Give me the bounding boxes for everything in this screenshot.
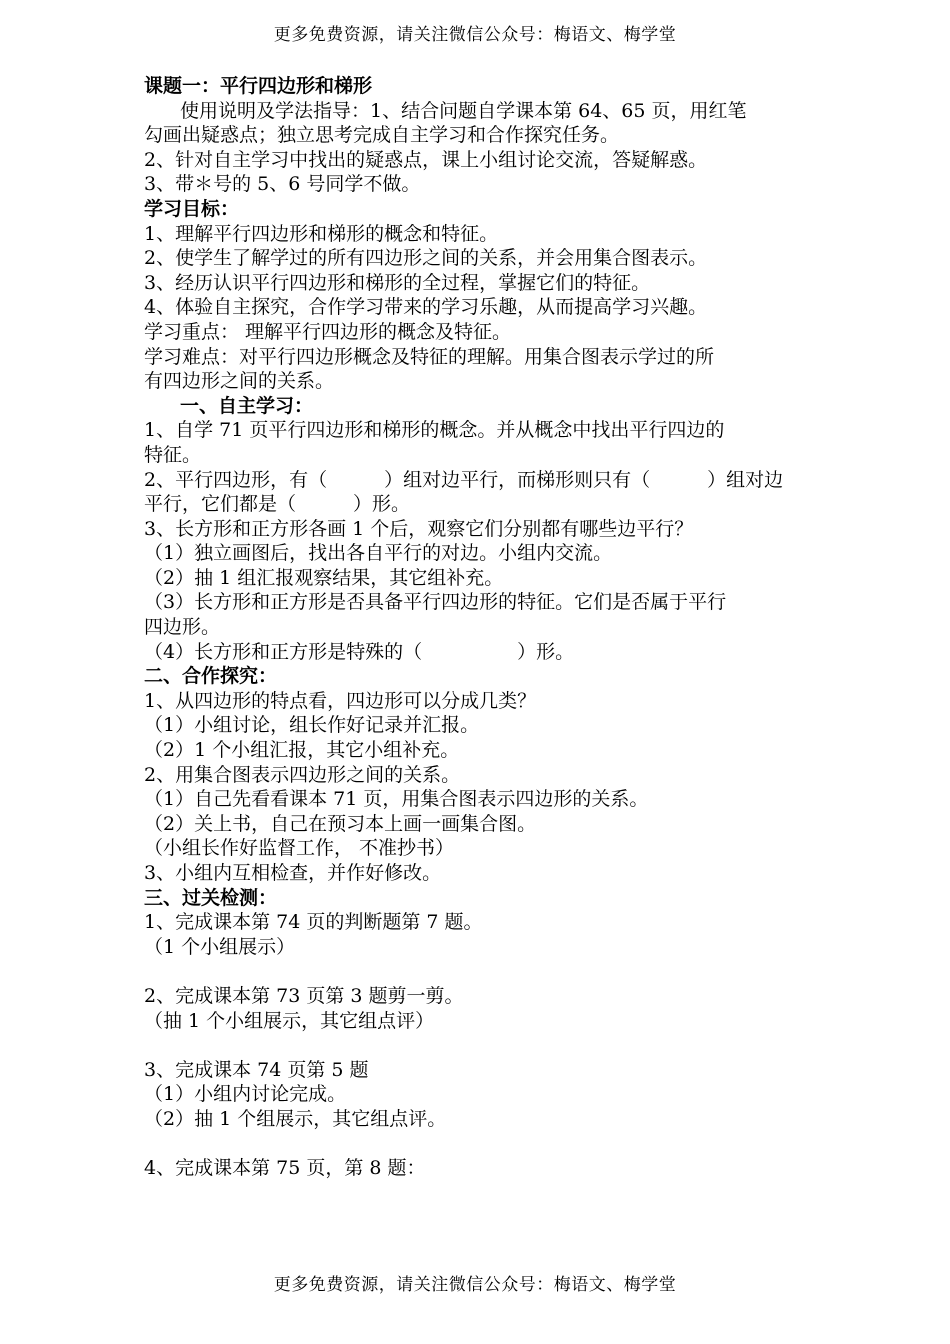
lesson-title: 课题一：平行四边形和梯形 [144, 75, 373, 97]
paragraph-line: （1）小组讨论，组长作好记录并汇报。 [144, 714, 480, 737]
section-heading: 一、自主学习： [180, 394, 314, 417]
paragraph-line: 学习难点：对平行四边形概念及特征的理解。用集合图表示学过的所 [144, 345, 715, 368]
paragraph-line: （4）长方形和正方形是特殊的（ ）形。 [144, 640, 575, 663]
paragraph-line: （1 个小组展示） [144, 935, 296, 958]
page-footer: 更多免费资源，请关注微信公众号：梅语文、梅学堂 [273, 1275, 677, 1295]
paragraph-line: 1、理解平行四边形和梯形的概念和特征。 [144, 222, 499, 245]
paragraph-line: （2）1 个小组汇报，其它小组补充。 [144, 739, 460, 762]
paragraph-line: （2）抽 1 组汇报观察结果，其它组补充。 [144, 566, 504, 589]
blank-line [144, 1132, 812, 1157]
paragraph-line: 3、完成课本 74 页第 5 题 [144, 1058, 369, 1081]
paragraph-line: 学习重点： 理解平行四边形的概念及特征。 [144, 320, 512, 343]
paragraph-line: （小组长作好监督工作， 不准抄书） [144, 837, 455, 860]
paragraph-line: （2）抽 1 个组展示，其它组点评。 [144, 1107, 447, 1130]
paragraph-line: 3、长方形和正方形各画 1 个后，观察它们分别都有哪些边平行？ [144, 517, 694, 540]
paragraph-line: 3、小组内互相检查，并作好修改。 [144, 862, 442, 884]
section-heading: 三、过关检测： [144, 886, 278, 909]
section-heading: 学习目标： [144, 197, 240, 220]
paragraph-line: 4、体验自主探究，合作学习带来的学习乐趣，从而提高学习兴趣。 [144, 296, 708, 319]
paragraph-line: 3、带＊号的 5、6 号同学不做。 [144, 173, 421, 196]
paragraph-line: 4、完成课本第 75 页，第 8 题： [144, 1157, 426, 1180]
paragraph-line: 有四边形之间的关系。 [144, 370, 335, 393]
paragraph-line: 2、平行四边形，有（ ）组对边平行，而梯形则只有（ ）组对边 [144, 468, 784, 491]
paragraph-line: （1）独立画图后，找出各自平行的对边。小组内交流。 [144, 542, 613, 565]
document-body [144, 74, 812, 1181]
blank-line [144, 959, 812, 984]
paragraph-line: 勾画出疑惑点；独立思考完成自主学习和合作探究任务。 [144, 124, 620, 147]
paragraph-line: （1）小组内讨论完成。 [144, 1083, 347, 1106]
page-header: 更多免费资源，请关注微信公众号：梅语文、梅学堂 [273, 25, 677, 45]
paragraph-line: （2）关上书，自己在预习本上画一画集合图。 [144, 812, 537, 835]
paragraph-line: 四边形。 [144, 616, 221, 639]
paragraph-line: （1）自己先看看课本 71 页，用集合图表示四边形的关系。 [144, 788, 649, 811]
paragraph-line: 2、完成课本第 73 页第 3 题剪一剪。 [144, 984, 464, 1007]
section-heading: 二、合作探究： [144, 665, 278, 688]
paragraph-line: （3）长方形和正方形是否具备平行四边形的特征。它们是否属于平行 [144, 591, 727, 614]
paragraph-line: 1、从四边形的特点看，四边形可以分成几类？ [144, 689, 537, 712]
paragraph-line: 1、自学 71 页平行四边形和梯形的概念。并从概念中找出平行四边的 [144, 419, 725, 442]
paragraph-line: 使用说明及学法指导：1、结合问题自学课本第 64、65 页，用红笔 [180, 99, 747, 122]
paragraph-line: 3、经历认识平行四边形和梯形的全过程，掌握它们的特征。 [144, 271, 651, 294]
paragraph-line: 1、完成课本第 74 页的判断题第 7 题。 [144, 911, 483, 934]
paragraph-line: 特征。 [144, 443, 202, 466]
paragraph-line: 2、使学生了解学过的所有四边形之间的关系，并会用集合图表示。 [144, 247, 708, 270]
paragraph-line: 2、针对自主学习中找出的疑惑点，课上小组讨论交流，答疑解惑。 [144, 148, 708, 171]
paragraph-line: 2、用集合图表示四边形之间的关系。 [144, 763, 461, 786]
paragraph-line: 平行，它们都是（ ）形。 [144, 493, 411, 516]
paragraph-line: （抽 1 个小组展示，其它组点评） [144, 1009, 435, 1032]
blank-line [144, 1033, 812, 1058]
